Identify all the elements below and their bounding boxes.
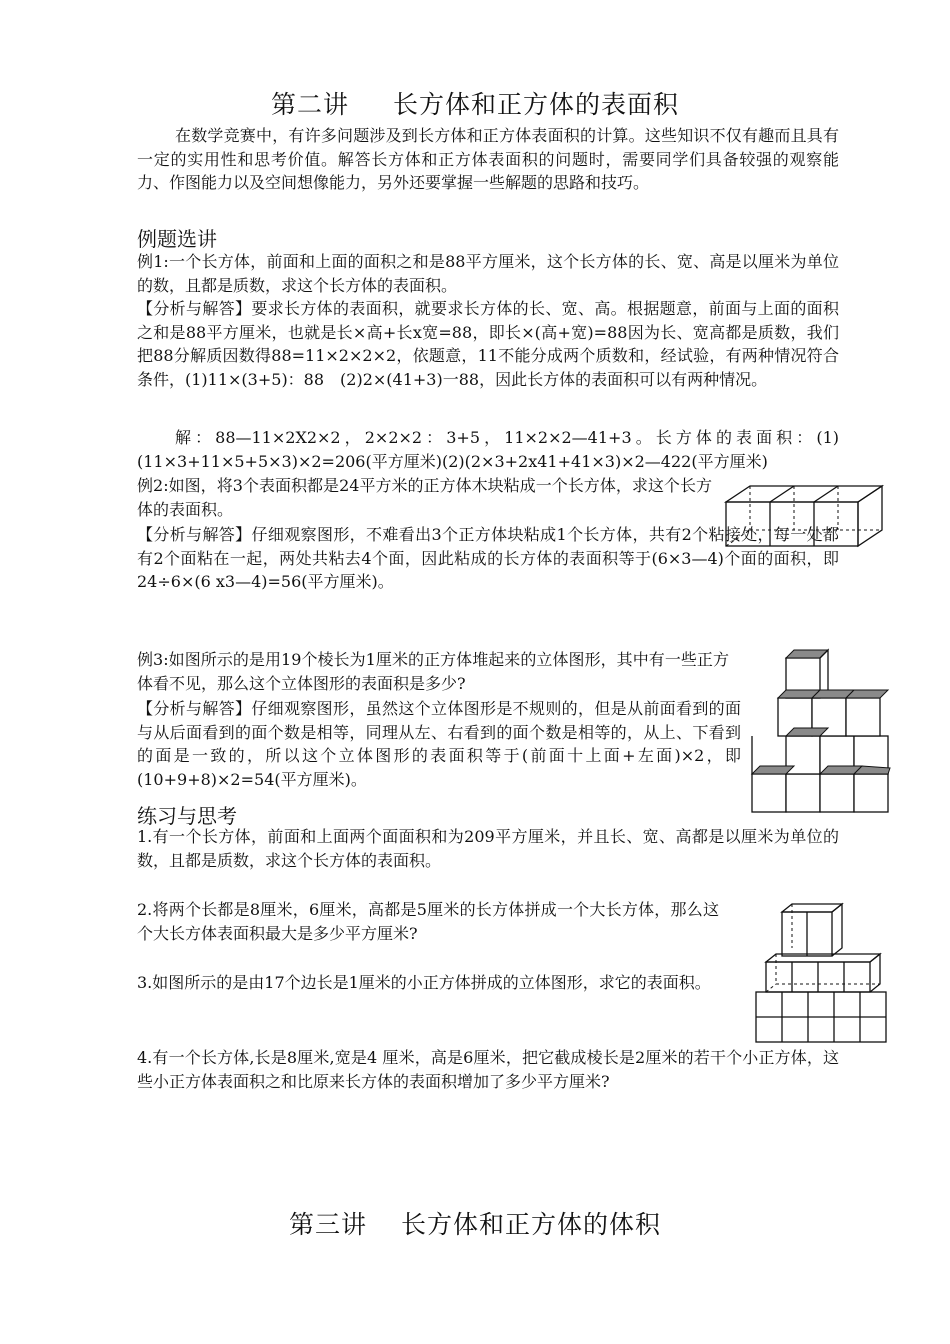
three-cubes-drawing: [722, 478, 886, 548]
figure-staircase-cubes: [748, 640, 892, 816]
lecture2-title-number: 第二讲: [270, 90, 349, 119]
figure-seventeen-cubes: [752, 898, 888, 1048]
example1-question: 例1:一个长方体，前面和上面的面积之和是88平方厘米，这个长方体的长、宽、高是以厘米为单位的数，且都是质数，求这个长方体的表面积。: [137, 252, 839, 295]
practice-item-1: 1.有一个长方体，前面和上面两个面面积和为209平方厘米，并且长、宽、高都是以厘米为单位的数，且都是质数，求这个长方体的表面积。: [137, 827, 839, 870]
lecture3-title-text: 长方体和正方体的体积: [401, 1210, 662, 1239]
lecture3-title: [0, 1205, 950, 1241]
example2-analysis: 【分析与解答】仔细观察图形，不难看出3个正方体块粘成1个长方体，共有2个粘接处，每一处都有2个面粘在一起，两处共粘去4个面，因此粘成的长方体的表面积等于(6×3—4)个面的面积，即24÷6×(6 x3—4)=56(平方厘米)。: [137, 525, 839, 592]
figure-three-cubes: [722, 478, 886, 548]
practice-item-4: 4.有一个长方体,长是8厘米,宽是4 厘米，高是6厘米，把它截成棱长是2厘米的若干个小正方体，这些小正方体表面积之和比原来长方体的表面积增加了多少平方厘米?: [137, 1048, 839, 1091]
practice-item-2: 2.将两个长都是8厘米，6厘米，高都是5厘米的长方体拼成一个大长方体，那么这个大长方体表面积最大是多少平方厘米?: [137, 900, 719, 943]
seventeen-cubes-drawing: [752, 898, 888, 1048]
example2-question: 例2:如图，将3个表面积都是24平方米的正方体木块粘成一个长方体，求这个长方体的表面积。: [137, 476, 712, 519]
example1-analysis: 【分析与解答】要求长方体的表面积，就要求长方体的长、宽、高。根据题意，前面与上面的面积之和是88平方厘米，也就是长×高+长x宽=88，即长×(高+宽)=88因为长、宽高都是质数，我们把88分解质因数得88=11×2×2×2，依题意，11不能分成两个质数和，经试验，有两种情况符合条件，(1)11×(3+5)：88 (2)2×(41+3)一88，因此长方体的表面积可以有两种情况。: [137, 299, 839, 389]
lecture2-title: [0, 85, 950, 121]
example3-question: 例3:如图所示的是用19个棱长为1厘米的正方体堆起来的立体图形，其中有一些正方体看不见，那么这个立体图形的表面积是多少?: [137, 650, 729, 693]
intro-paragraph: 在数学竞赛中，有许多问题涉及到长方体和正方体表面积的计算。这些知识不仅有趣而且具有一定的实用性和思考价值。解答长方体和正方体表面积的问题时，需要同学们具备较强的观察能力、作图能力以及空间想像能力，另外还要掌握一些解题的思路和技巧。: [137, 126, 839, 193]
examples-heading: 例题选讲: [137, 227, 217, 251]
practice-item-3: 3.如图所示的是由17个边长是1厘米的小正方体拼成的立体图形，求它的表面积。: [137, 973, 711, 992]
lecture2-title-text: 长方体和正方体的表面积: [393, 90, 680, 119]
example1-solution: 解：88—11×2X2×2，2×2×2：3+5，11×2×2—41+3。长方体的表面积：(1)(11×3+11×5+5×3)×2=206(平方厘米)(2)(2×3+2x41+41×3)×2—422(平方厘米): [137, 428, 839, 471]
lecture3-title-number: 第三讲: [288, 1210, 367, 1239]
practice-heading: 练习与思考: [137, 804, 237, 828]
staircase-cubes-drawing: [748, 640, 892, 816]
example3-analysis: 【分析与解答】仔细观察图形，虽然这个立体图形是不规则的，但是从前面看到的面与从后面看到的面个数是相等，同理从左、右看到的面个数是相等的，从上、下看到的面是一致的，所以这个立体图形的表面积等于(前面十上面+左面)×2，即(10+9+8)×2=54(平方厘米)。: [137, 699, 741, 789]
